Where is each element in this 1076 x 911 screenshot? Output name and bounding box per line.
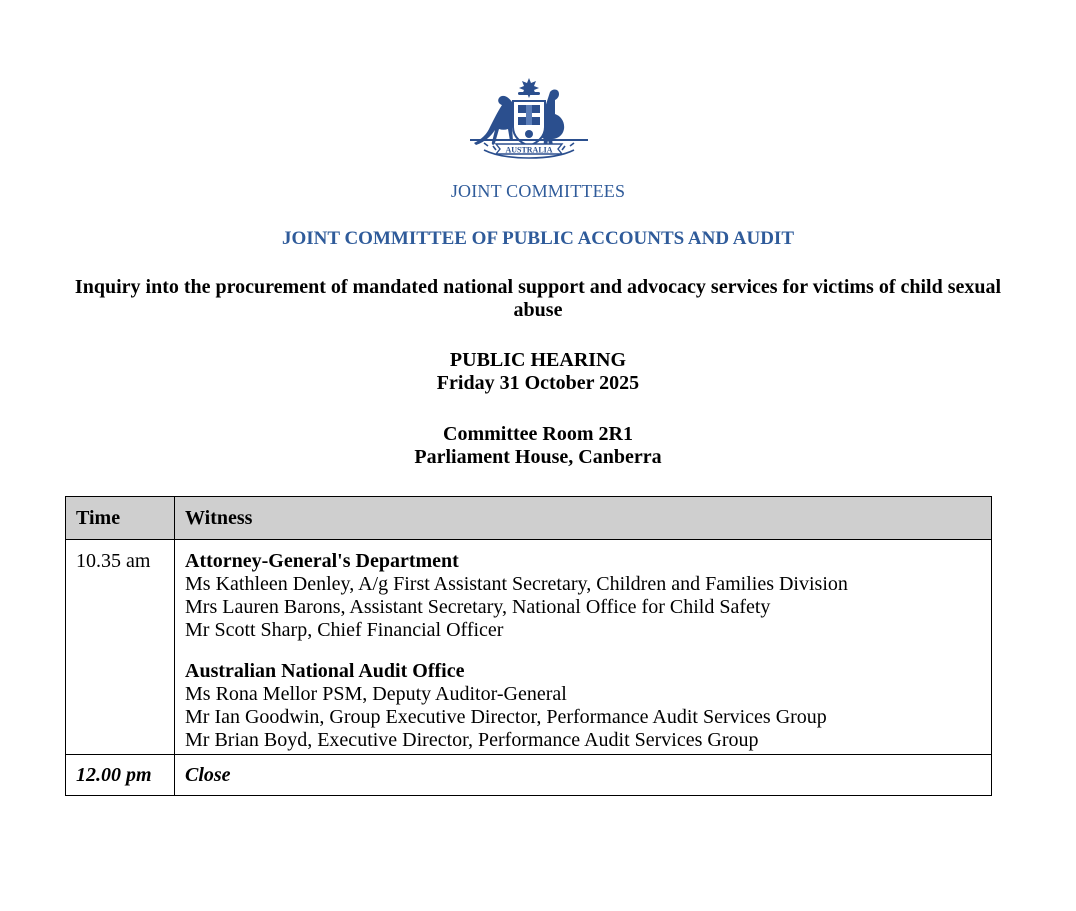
witness-entry: Mr Scott Sharp, Chief Financial Officer — [185, 619, 504, 641]
witness-entry: Mrs Lauren Barons, Assistant Secretary, National Office for Child Safety — [185, 596, 771, 618]
table-row — [66, 755, 992, 796]
organisation-name: Attorney-General's Department — [185, 550, 459, 572]
committee-group-heading: JOINT COMMITTEES — [450, 181, 626, 201]
witness-entry: Ms Kathleen Denley, A/g First Assistant Secretary, Children and Families Division — [185, 573, 848, 595]
close-time: 12.00 pm — [66, 755, 175, 796]
venue-details — [0, 423, 1076, 469]
hearing-type: PUBLIC HEARING — [449, 349, 627, 371]
time-column-header: Time — [66, 497, 175, 540]
table-row — [66, 540, 992, 755]
svg-text:AUSTRALIA: AUSTRALIA — [505, 145, 553, 155]
organisation-block — [185, 660, 981, 752]
coat-of-arms-icon — [466, 76, 592, 166]
venue-location: Parliament House, Canberra — [414, 446, 662, 468]
witness-column-header: Witness — [175, 497, 992, 540]
session-time: 10.35 am — [66, 540, 175, 755]
hearing-schedule-table — [65, 496, 992, 796]
witness-list — [175, 540, 992, 755]
witness-entry: Mr Ian Goodwin, Group Executive Director, Performance Audit Services Group — [185, 706, 827, 728]
inquiry-title: Inquiry into the procurement of mandated national support and advocacy services for victims of child sexual abuse — [74, 276, 1002, 321]
hearing-details — [0, 349, 1076, 395]
close-label: Close — [175, 755, 992, 796]
table-header-row — [66, 497, 992, 540]
witness-entry: Mr Brian Boyd, Executive Director, Performance Audit Services Group — [185, 729, 759, 751]
witness-entry: Ms Rona Mellor PSM, Deputy Auditor-General — [185, 683, 567, 705]
committee-name: JOINT COMMITTEE OF PUBLIC ACCOUNTS AND AUDIT — [281, 228, 795, 249]
organisation-name: Australian National Audit Office — [185, 660, 465, 682]
hearing-date: Friday 31 October 2025 — [436, 372, 640, 394]
organisation-block — [185, 550, 981, 642]
venue-room: Committee Room 2R1 — [443, 423, 633, 445]
